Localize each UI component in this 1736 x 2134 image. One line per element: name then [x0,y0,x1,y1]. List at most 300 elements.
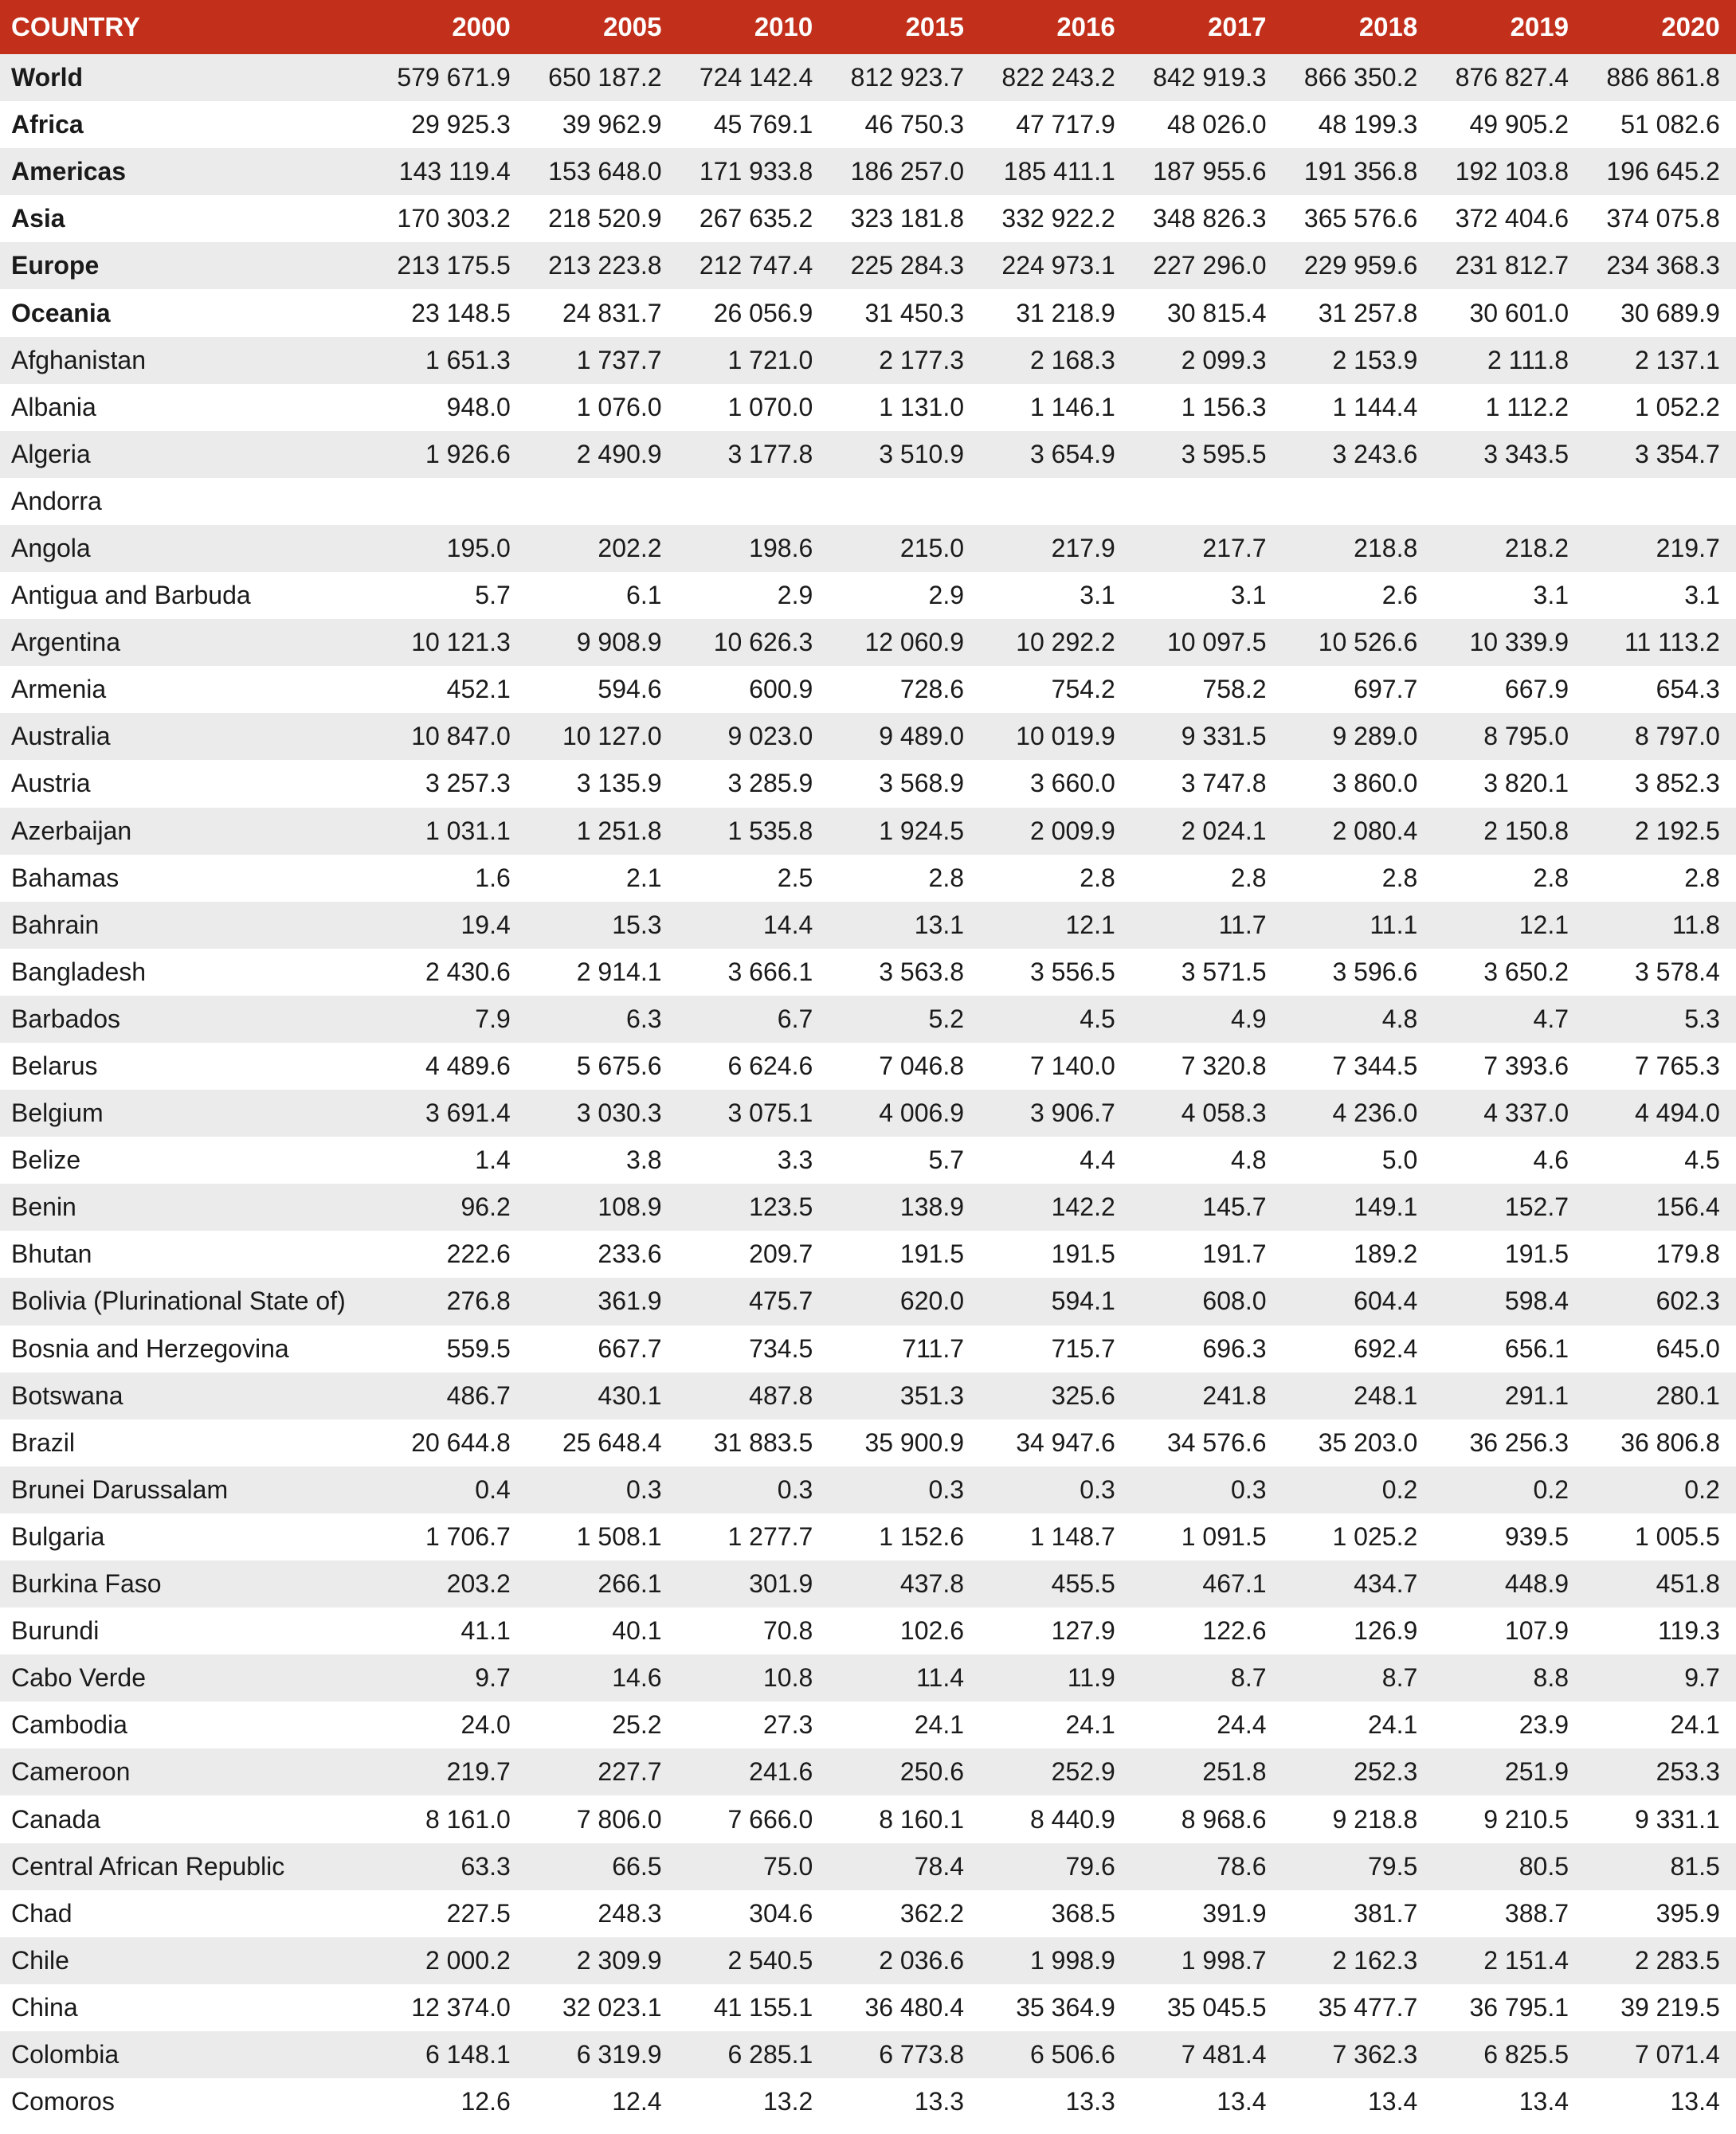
value-cell: 215.0 [899,533,964,562]
table-row [0,195,1736,242]
value-cell: 213 175.5 [397,251,511,280]
value-cell: 253.3 [1656,1757,1720,1787]
value-cell: 198.6 [749,533,813,562]
value-cell: 3 556.5 [1029,957,1115,986]
value-cell: 351.3 [899,1380,964,1410]
value-cell: 2 914.1 [576,957,662,986]
value-cell: 6 624.6 [727,1051,813,1081]
value-cell: 3 243.6 [1332,439,1418,468]
column-header-year: 2017 [1208,12,1267,41]
value-cell: 152.7 [1504,1192,1569,1222]
value-cell: 4 006.9 [879,1098,964,1128]
value-cell: 2 080.4 [1332,816,1418,845]
value-cell: 758.2 [1202,675,1267,704]
country-name-cell: Burundi [11,1616,100,1646]
value-cell: 362.2 [899,1898,964,1928]
value-cell [1441,478,1593,525]
value-cell: 2.8 [1533,863,1569,892]
value-cell: 1 156.3 [1181,392,1267,421]
value-cell: 10 019.9 [1016,722,1115,751]
value-cell: 692.4 [1354,1333,1418,1363]
value-cell: 224 973.1 [1001,251,1115,280]
value-cell: 14.4 [762,910,813,939]
column-header-year: 2016 [1056,12,1115,41]
value-cell: 451.8 [1656,1569,1720,1599]
value-cell: 36 806.8 [1620,1427,1720,1457]
column-header-year: 2005 [603,12,662,41]
value-cell: 2.8 [1684,863,1720,892]
column-header-year: 2000 [452,12,511,41]
table-row [0,54,1736,101]
value-cell [837,478,988,525]
country-name-cell: Asia [11,204,65,233]
value-cell: 3.8 [626,1145,662,1175]
value-cell: 1 131.0 [879,392,964,421]
value-cell: 2.8 [1080,863,1115,892]
value-cell: 1 144.4 [1332,392,1418,421]
value-cell: 36 256.3 [1469,1427,1569,1457]
value-cell: 0.2 [1684,1474,1720,1504]
value-cell: 697.7 [1354,675,1418,704]
value-cell: 4 494.0 [1634,1098,1720,1128]
value-cell: 3 654.9 [1029,439,1115,468]
value-cell: 41.1 [460,1616,511,1646]
value-cell: 1 706.7 [425,1521,511,1551]
value-cell: 24.4 [1217,1710,1267,1740]
value-cell: 948.0 [446,392,511,421]
table-row [0,1748,1736,1795]
value-cell: 1 148.7 [1029,1521,1115,1551]
value-cell: 1 508.1 [576,1521,662,1551]
value-cell: 7 362.3 [1332,2039,1418,2069]
value-cell: 9 218.8 [1332,1804,1418,1834]
country-name-cell: Cambodia [11,1710,127,1740]
value-cell: 325.6 [1051,1380,1115,1410]
table-row [0,2078,1736,2125]
value-cell: 212 747.4 [699,251,813,280]
value-cell: 8 160.1 [879,1804,964,1834]
country-name-cell: Azerbaijan [11,816,132,845]
value-cell: 191.5 [1051,1239,1115,1269]
value-cell: 227.7 [598,1757,662,1787]
table-row [0,619,1736,666]
value-cell: 248.3 [598,1898,662,1928]
value-cell: 218 520.9 [548,204,662,233]
value-cell: 6 285.1 [727,2039,813,2069]
value-cell: 10.8 [762,1663,813,1693]
country-name-cell: Australia [11,722,111,751]
value-cell: 724 142.4 [699,63,813,92]
value-cell: 3 030.3 [576,1098,662,1128]
value-cell: 388.7 [1504,1898,1569,1928]
value-cell: 66.5 [612,1851,662,1881]
value-cell: 192 103.8 [1455,157,1569,186]
value-cell: 25 648.4 [562,1427,662,1457]
value-cell: 3 596.6 [1332,957,1418,986]
value-cell: 600.9 [749,675,813,704]
value-cell: 14.6 [612,1663,662,1693]
country-name-cell: Belgium [11,1098,104,1128]
value-cell: 31 450.3 [864,298,964,327]
table-row [0,1701,1736,1748]
value-cell: 19.4 [460,910,511,939]
value-cell: 2 153.9 [1332,345,1418,374]
table-row [0,242,1736,289]
value-cell: 3 660.0 [1029,769,1115,798]
country-name-cell: Benin [11,1192,76,1222]
table-row [0,101,1736,148]
value-cell: 667.7 [598,1333,662,1363]
value-cell: 4.8 [1381,1004,1418,1033]
value-cell: 1 651.3 [425,345,511,374]
value-cell [383,478,535,525]
value-cell: 594.6 [598,675,662,704]
value-cell: 78.6 [1217,1851,1267,1881]
value-cell: 7 666.0 [727,1804,813,1834]
value-cell: 36 480.4 [864,1992,964,2022]
value-cell: 1 998.7 [1181,1945,1267,1975]
country-name-cell: Botswana [11,1380,123,1410]
value-cell: 4 337.0 [1483,1098,1569,1128]
value-cell: 153 648.0 [548,157,662,186]
value-cell: 3 578.4 [1634,957,1720,986]
country-name-cell: Americas [11,157,127,186]
value-cell: 24.1 [1367,1710,1418,1740]
value-cell: 49 905.2 [1469,110,1569,139]
value-cell: 79.5 [1367,1851,1418,1881]
table-row [0,1419,1736,1466]
value-cell: 227.5 [446,1898,511,1928]
value-cell: 30 689.9 [1620,298,1720,327]
value-cell: 24.1 [1670,1710,1720,1740]
table-row [0,1607,1736,1654]
value-cell: 234 368.3 [1606,251,1720,280]
value-cell: 3 691.4 [425,1098,511,1128]
country-name-cell: Afghanistan [11,345,147,374]
value-cell: 10 097.5 [1166,628,1267,657]
value-cell: 11.8 [1671,910,1720,939]
value-cell: 3 571.5 [1181,957,1267,986]
value-cell: 47 717.9 [1016,110,1115,139]
table-row [0,148,1736,195]
value-cell: 217.7 [1202,533,1267,562]
value-cell: 1 924.5 [879,816,964,845]
value-cell: 10 626.3 [713,628,813,657]
value-cell: 171 933.8 [699,157,813,186]
value-cell: 7 481.4 [1181,2039,1267,2069]
column-header-year: 2015 [905,12,964,41]
table-row [0,478,1736,525]
country-name-cell: Africa [11,110,84,139]
value-cell: 63.3 [460,1851,511,1881]
value-cell: 391.9 [1202,1898,1267,1928]
value-cell: 2 099.3 [1181,345,1267,374]
value-cell [988,478,1139,525]
country-name-cell: Cabo Verde [11,1663,147,1693]
country-name-cell: Bosnia and Herzegovina [11,1333,289,1363]
value-cell: 3 135.9 [576,769,662,798]
value-cell: 3 666.1 [727,957,813,986]
value-cell: 0.3 [1080,1474,1115,1504]
value-cell: 486.7 [446,1380,511,1410]
value-cell: 24.0 [460,1710,511,1740]
value-cell: 2 283.5 [1634,1945,1720,1975]
value-cell: 13.4 [1670,2087,1720,2116]
country-name-cell: Bhutan [11,1239,92,1269]
value-cell: 9 023.0 [727,722,813,751]
value-cell: 81.5 [1670,1851,1720,1881]
table-header [0,0,1736,54]
value-cell: 7 320.8 [1181,1051,1267,1081]
value-cell: 48 026.0 [1166,110,1267,139]
value-cell: 8 795.0 [1483,722,1569,751]
value-cell: 430.1 [598,1380,662,1410]
table-row [0,1654,1736,1701]
value-cell: 251.8 [1202,1757,1267,1787]
value-cell: 8.7 [1381,1663,1418,1693]
value-cell: 3 177.8 [727,439,813,468]
value-cell: 5.7 [475,581,511,610]
value-cell: 6 506.6 [1029,2039,1115,2069]
value-cell: 2.9 [777,581,813,610]
value-cell: 10 292.2 [1016,628,1115,657]
table-row [0,1560,1736,1607]
value-cell: 127.9 [1051,1616,1115,1646]
value-cell: 1 076.0 [576,392,662,421]
column-header-year: 2020 [1661,12,1720,41]
value-cell: 2 192.5 [1634,816,1720,845]
value-cell: 229 959.6 [1303,251,1418,280]
value-cell: 107.9 [1504,1616,1569,1646]
country-name-cell: Belize [11,1145,81,1175]
value-cell: 1.4 [475,1145,511,1175]
value-cell: 122.6 [1202,1616,1267,1646]
value-cell: 6 148.1 [425,2039,511,2069]
value-cell: 35 364.9 [1016,1992,1115,2022]
table-row [0,1466,1736,1513]
value-cell: 248.1 [1354,1380,1418,1410]
country-name-cell: World [11,63,84,92]
value-cell: 233.6 [598,1239,662,1269]
value-cell: 4.6 [1533,1145,1569,1175]
value-cell: 30 815.4 [1166,298,1267,327]
value-cell: 191.5 [899,1239,964,1269]
value-cell: 374 075.8 [1606,204,1720,233]
table-row [0,1184,1736,1231]
value-cell: 4 489.6 [425,1051,511,1081]
value-cell: 2 137.1 [1634,345,1720,374]
value-cell: 3 747.8 [1181,769,1267,798]
country-name-cell: Angola [11,533,91,562]
value-cell: 79.6 [1065,1851,1115,1881]
value-cell: 4.8 [1231,1145,1267,1175]
value-cell: 9.7 [1684,1663,1720,1693]
value-cell: 70.8 [762,1616,813,1646]
value-cell: 35 477.7 [1318,1992,1418,2022]
value-cell: 5 675.6 [576,1051,662,1081]
value-cell: 6 825.5 [1483,2039,1569,2069]
value-cell: 25.2 [612,1710,662,1740]
table-row [0,666,1736,713]
value-cell: 203.2 [446,1569,511,1599]
value-cell: 2 000.2 [425,1945,511,1975]
value-cell: 13.4 [1367,2087,1418,2116]
value-cell: 2.9 [928,581,964,610]
value-cell: 10 526.6 [1318,628,1418,657]
value-cell: 11.1 [1370,910,1418,939]
country-name-cell: Austria [11,769,91,798]
table-row [0,713,1736,760]
value-cell: 195.0 [446,533,511,562]
table-row [0,289,1736,336]
value-cell: 4 236.0 [1332,1098,1418,1128]
table-row [0,2031,1736,2078]
value-cell: 276.8 [446,1286,511,1316]
value-cell: 143 119.4 [398,157,511,186]
value-cell: 1 926.6 [425,439,511,468]
value-cell: 7 344.5 [1332,1051,1418,1081]
value-cell: 3 354.7 [1634,439,1720,468]
value-cell: 7 071.4 [1634,2039,1720,2069]
value-cell: 9 289.0 [1332,722,1418,751]
value-cell: 5.3 [1684,1004,1720,1033]
value-cell: 78.4 [914,1851,964,1881]
value-cell: 8 797.0 [1634,722,1720,751]
value-cell: 24.1 [914,1710,964,1740]
value-cell: 734.5 [749,1333,813,1363]
table-row [0,949,1736,996]
value-cell: 2 177.3 [879,345,964,374]
table-row [0,337,1736,384]
value-cell: 250.6 [899,1757,964,1787]
value-cell: 2 540.5 [727,1945,813,1975]
value-cell: 196 645.2 [1606,157,1720,186]
table-row [0,1137,1736,1184]
country-name-cell: Brunei Darussalam [11,1474,229,1504]
value-cell: 3 595.5 [1181,439,1267,468]
table-row [0,808,1736,855]
value-cell: 218.8 [1354,533,1418,562]
value-cell: 3 563.8 [879,957,964,986]
country-name-cell: Canada [11,1804,101,1834]
value-cell: 8 968.6 [1181,1804,1267,1834]
value-cell: 13.4 [1217,2087,1267,2116]
value-cell: 186 257.0 [850,157,964,186]
value-cell: 866 350.2 [1303,63,1418,92]
value-cell: 24.1 [1065,1710,1115,1740]
value-cell: 0.2 [1381,1474,1418,1504]
country-name-cell: Central African Republic [11,1851,285,1881]
table-body [0,54,1736,2125]
value-cell: 267 635.2 [699,204,813,233]
value-cell: 252.3 [1354,1757,1418,1787]
value-cell: 266.1 [598,1569,662,1599]
value-cell: 559.5 [446,1333,511,1363]
country-name-cell: Belarus [11,1051,98,1081]
table-row [0,1890,1736,1937]
value-cell: 1 737.7 [576,345,662,374]
value-cell: 361.9 [598,1286,662,1316]
value-cell: 9 331.1 [1634,1804,1720,1834]
value-cell: 108.9 [598,1192,662,1222]
value-cell: 138.9 [899,1192,964,1222]
value-cell: 9.7 [475,1663,511,1693]
value-cell: 1 052.2 [1634,392,1720,421]
value-cell: 218.2 [1504,533,1569,562]
value-cell: 3 906.7 [1029,1098,1115,1128]
value-cell: 7 765.3 [1634,1051,1720,1081]
table-row [0,996,1736,1043]
value-cell: 1 091.5 [1181,1521,1267,1551]
country-name-cell: Algeria [11,439,91,468]
value-cell: 12.6 [460,2087,511,2116]
value-cell: 1 005.5 [1634,1521,1720,1551]
value-cell: 654.3 [1656,675,1720,704]
value-cell: 3.1 [1684,581,1720,610]
value-cell: 8 161.0 [425,1804,511,1834]
value-cell: 4.7 [1533,1004,1569,1033]
value-cell: 2 024.1 [1181,816,1267,845]
country-name-cell: Burkina Faso [11,1569,162,1599]
value-cell: 185 411.1 [1003,157,1115,186]
value-cell: 12 374.0 [411,1992,511,2022]
value-cell: 9 489.0 [879,722,964,751]
country-name-cell: Andorra [11,486,102,515]
value-cell: 213 223.8 [548,251,662,280]
value-cell: 31 218.9 [1016,298,1115,327]
table-row [0,1372,1736,1419]
value-cell: 1 146.1 [1029,392,1115,421]
table-row [0,1843,1736,1890]
value-cell: 11 113.2 [1624,628,1720,657]
country-name-cell: Armenia [11,675,107,704]
country-name-cell: Bahamas [11,863,120,892]
value-cell: 30 601.0 [1469,298,1569,327]
value-cell: 2 111.8 [1487,345,1569,374]
value-cell: 51 082.6 [1620,110,1720,139]
value-cell: 6 319.9 [576,2039,662,2069]
value-cell: 12 060.9 [864,628,964,657]
value-cell: 332 922.2 [1001,204,1115,233]
value-cell: 645.0 [1656,1333,1720,1363]
value-cell: 3 568.9 [879,769,964,798]
value-cell: 0.3 [928,1474,964,1504]
value-cell: 26 056.9 [713,298,813,327]
value-cell: 119.3 [1658,1616,1720,1646]
value-cell [686,478,837,525]
value-cell: 11.9 [1067,1663,1115,1693]
value-cell: 2 162.3 [1332,1945,1418,1975]
table-row [0,902,1736,949]
value-cell: 5.2 [928,1004,964,1033]
value-cell: 1 152.6 [879,1521,964,1551]
value-cell: 1.6 [475,863,511,892]
value-cell [1593,478,1736,525]
value-cell: 40.1 [612,1616,662,1646]
value-cell: 31 257.8 [1318,298,1418,327]
value-cell: 126.9 [1354,1616,1418,1646]
value-cell: 7 140.0 [1029,1051,1115,1081]
value-cell: 11.4 [916,1663,964,1693]
value-cell: 939.5 [1504,1521,1569,1551]
value-cell: 3 820.1 [1483,769,1569,798]
value-cell: 20 644.8 [411,1427,511,1457]
country-name-cell: Cameroon [11,1757,131,1787]
value-cell: 3 285.9 [727,769,813,798]
value-cell: 1 251.8 [576,816,662,845]
value-cell: 487.8 [749,1380,813,1410]
country-name-cell: Antigua and Barbuda [11,581,251,610]
